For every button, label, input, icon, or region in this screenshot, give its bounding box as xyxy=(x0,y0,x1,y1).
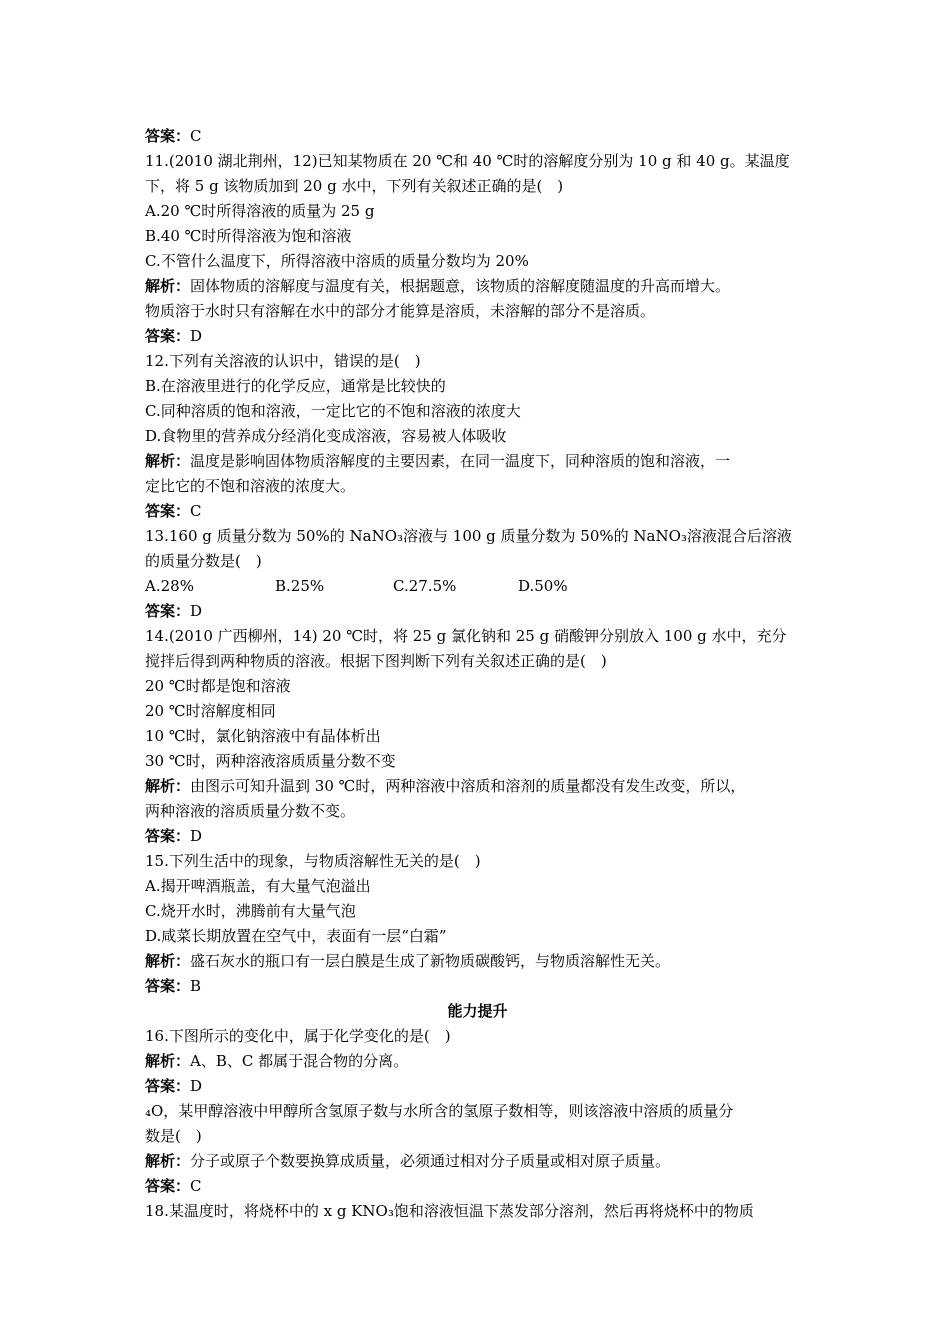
text-line xyxy=(145,399,810,424)
line-text: 两种溶液的溶质质量分数不变。 xyxy=(145,802,356,820)
line-text: 15.下列生活中的现象，与物质溶解性无关的是( ) xyxy=(145,852,481,870)
text-line xyxy=(145,1124,810,1149)
line-label: 答案： xyxy=(145,977,191,995)
line-label: 解析： xyxy=(145,452,191,470)
text-line xyxy=(145,549,810,574)
line-text: C.同种溶质的饱和溶液，一定比它的不饱和溶液的浓度大 xyxy=(145,402,521,420)
text-line xyxy=(145,149,810,174)
text-line xyxy=(145,374,810,399)
section-title: 能力提升 xyxy=(447,1002,508,1020)
line-text: 盛石灰水的瓶口有一层白膜是生成了新物质碳酸钙，与物质溶解性无关。 xyxy=(190,952,671,970)
line-label: 答案： xyxy=(145,502,191,520)
text-line xyxy=(145,474,810,499)
line-text: B xyxy=(190,977,202,995)
line-text: D.食物里的营养成分经消化变成溶液，容易被人体吸收 xyxy=(145,427,507,445)
text-line xyxy=(145,499,810,524)
line-label: 答案： xyxy=(145,602,191,620)
line-label: 答案： xyxy=(145,1077,191,1095)
text-line xyxy=(145,599,810,624)
line-text: 16.下图所示的变化中，属于化学变化的是( ) xyxy=(145,1027,451,1045)
line-text: ₄O，某甲醇溶液中甲醇所含氢原子数与水所含的氢原子数相等，则该溶液中溶质的质量分 xyxy=(145,1102,734,1120)
q13-option-b: B.25% xyxy=(275,577,325,595)
text-line xyxy=(145,249,810,274)
line-text: D xyxy=(190,327,203,345)
line-text: C xyxy=(190,1177,202,1195)
text-line xyxy=(145,649,810,674)
line-text: 13.160 g 质量分数为 50%的 NaNO₃溶液与 100 g 质量分数为 50%的 NaNO₃溶液混合后溶液 xyxy=(145,527,792,545)
text-line xyxy=(145,1074,810,1099)
text-block-q16-q18 xyxy=(145,1024,810,1224)
line-text: B.在溶液里进行的化学反应，通常是比较快的 xyxy=(145,377,446,395)
text-line xyxy=(145,724,810,749)
q13-option-d: D.50% xyxy=(518,577,568,595)
line-text: 11.(2010 湖北荆州，12)已知某物质在 20 ℃和 40 ℃时的溶解度分别为 10 g 和 40 g。某温度 xyxy=(145,152,790,170)
text-block-q11-q13 xyxy=(145,124,810,574)
text-line xyxy=(145,124,810,149)
line-text: 的质量分数是( ) xyxy=(145,552,262,570)
text-line xyxy=(145,749,810,774)
text-line xyxy=(145,899,810,924)
line-text: D xyxy=(190,827,203,845)
text-line xyxy=(145,949,810,974)
line-label: 答案： xyxy=(145,1177,191,1195)
line-text: C xyxy=(190,502,202,520)
text-line xyxy=(145,824,810,849)
q13-option-a: A.28% xyxy=(145,577,194,595)
line-label: 答案： xyxy=(145,127,191,145)
line-text: 物质溶于水时只有溶解在水中的部分才能算是溶质，未溶解的部分不是溶质。 xyxy=(145,302,656,320)
line-text: 搅拌后得到两种物质的溶液。根据下图判断下列有关叙述正确的是( ) xyxy=(145,652,607,670)
text-line xyxy=(145,924,810,949)
line-text: 固体物质的溶解度与温度有关，根据题意，该物质的溶解度随温度的升高而增大。 xyxy=(190,277,731,295)
text-line xyxy=(145,774,810,799)
text-line xyxy=(145,974,810,999)
text-line xyxy=(145,1149,810,1174)
line-text: 分子或原子个数要换算成质量，必须通过相对分子质量或相对原子质量。 xyxy=(190,1152,671,1170)
text-line xyxy=(145,274,810,299)
text-line xyxy=(145,324,810,349)
line-text: 由图示可知升温到 30 ℃时，两种溶液中溶质和溶剂的质量都没有发生改变，所以， xyxy=(190,777,746,795)
text-line xyxy=(145,674,810,699)
text-line xyxy=(145,224,810,249)
line-text: 14.(2010 广西柳州，14) 20 ℃时，将 25 g 氯化钠和 25 g 硝酸钾分别放入 100 g 水中，充分 xyxy=(145,627,787,645)
text-line xyxy=(145,174,810,199)
line-text: 定比它的不饱和溶液的浓度大。 xyxy=(145,477,356,495)
text-line xyxy=(145,199,810,224)
text-line xyxy=(145,799,810,824)
text-line xyxy=(145,524,810,549)
text-line xyxy=(145,624,810,649)
line-text: D xyxy=(190,1077,203,1095)
text-line xyxy=(145,1174,810,1199)
line-text: 温度是影响固体物质溶解度的主要因素，在同一温度下，同种溶质的饱和溶液，一 xyxy=(190,452,731,470)
line-label: 解析： xyxy=(145,1152,191,1170)
line-label: 解析： xyxy=(145,277,191,295)
line-text: 20 ℃时溶解度相同 xyxy=(145,702,276,720)
text-line xyxy=(145,874,810,899)
line-label: 答案： xyxy=(145,327,191,345)
line-text: A、B、C 都属于混合物的分离。 xyxy=(190,1052,409,1070)
text-line xyxy=(145,849,810,874)
line-text: 10 ℃时，氯化钠溶液中有晶体析出 xyxy=(145,727,381,745)
line-text: 数是( ) xyxy=(145,1127,202,1145)
document-page xyxy=(145,124,810,1224)
line-label: 解析： xyxy=(145,777,191,795)
text-line xyxy=(145,1199,810,1224)
line-text: 30 ℃时，两种溶液溶质质量分数不变 xyxy=(145,752,396,770)
text-line xyxy=(145,1024,810,1049)
text-block-q13-q15 xyxy=(145,599,810,999)
line-text: C.烧开水时，沸腾前有大量气泡 xyxy=(145,902,356,920)
q13-options xyxy=(145,574,810,599)
text-line xyxy=(145,349,810,374)
text-line xyxy=(145,449,810,474)
line-text: A.20 ℃时所得溶液的质量为 25 g xyxy=(145,202,375,220)
line-text: B.40 ℃时所得溶液为饱和溶液 xyxy=(145,227,352,245)
text-line xyxy=(145,699,810,724)
text-line xyxy=(145,1099,810,1124)
line-label: 解析： xyxy=(145,1052,191,1070)
text-line xyxy=(145,1049,810,1074)
line-text: D.咸菜长期放置在空气中，表面有一层“白霜” xyxy=(145,927,447,945)
text-line xyxy=(145,299,810,324)
text-line xyxy=(145,424,810,449)
line-text: C xyxy=(190,127,202,145)
line-label: 答案： xyxy=(145,827,191,845)
q13-option-c: C.27.5% xyxy=(393,577,457,595)
line-text: 12.下列有关溶液的认识中，错误的是( ) xyxy=(145,352,421,370)
line-text: 下，将 5 g 该物质加到 20 g 水中，下列有关叙述正确的是( ) xyxy=(145,177,564,195)
line-text: D xyxy=(190,602,203,620)
line-text: 18.某温度时，将烧杯中的 x g KNO₃饱和溶液恒温下蒸发部分溶剂，然后再将烧杯中的物质 xyxy=(145,1202,754,1220)
line-text: C.不管什么温度下，所得溶液中溶质的质量分数均为 20% xyxy=(145,252,529,270)
line-text: A.揭开啤酒瓶盖，有大量气泡溢出 xyxy=(145,877,371,895)
line-text: 20 ℃时都是饱和溶液 xyxy=(145,677,291,695)
line-label: 解析： xyxy=(145,952,191,970)
